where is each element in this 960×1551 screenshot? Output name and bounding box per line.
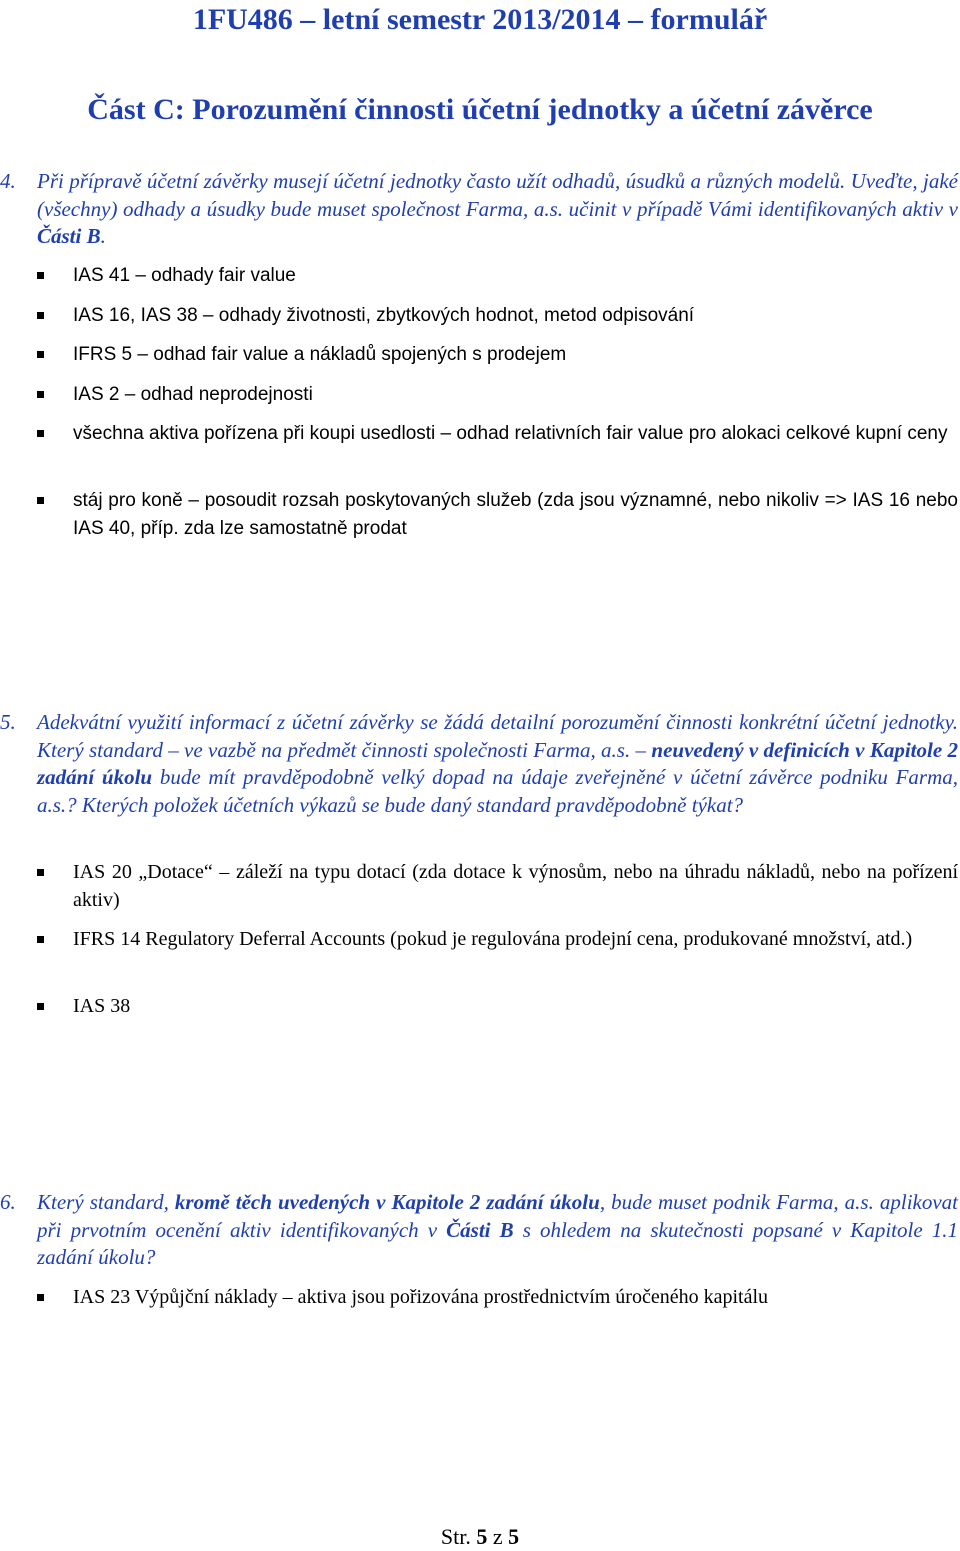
question-text-bold: neuvedený v definicích v Kapitole 2 zadání úkolu xyxy=(37,737,959,789)
bullet-square-icon xyxy=(37,936,44,943)
question-text-3: s ohledem na skutečnosti popsané v Kapitole 1.1 zadání úkolu? xyxy=(37,1217,958,1269)
footer-page-total: 5 xyxy=(508,1524,520,1549)
footer-prefix: Str. xyxy=(440,1524,477,1549)
question-text: Při přípravě účetní závěrky musejí účetní jednotky často užít odhadů, úsudků a různých modelů. Uveďte, jaké (všechny) odhady a úsudky bude muset společnost Farma, a.s. učinit v případě Vámi identifikovaných aktiv v xyxy=(37,169,958,221)
question-text-bold: Části B xyxy=(37,224,101,248)
bullet-square-icon xyxy=(37,391,44,398)
answer-text: IAS 41 – odhady fair value xyxy=(73,265,296,286)
answer-text: IFRS 5 – odhad fair value a nákladů spojených s prodejem xyxy=(73,344,567,365)
bullet-square-icon xyxy=(37,869,44,876)
question-text-end: . xyxy=(100,224,106,248)
footer-middle: z xyxy=(487,1524,509,1549)
question-number: 5. xyxy=(0,710,16,734)
question-5 xyxy=(0,709,958,819)
bullet-square-icon xyxy=(37,1294,44,1301)
question-text: Adekvátní využití informací z účetní závěrky se žádá detailní porozumění činnosti konkrétní účetní jednotky. Který standard – ve vazbě na předmět činnosti společnosti Farma, a.s. – xyxy=(37,710,958,762)
answer-text: stáj pro koně – posoudit rozsah poskytovaných služeb (zda jsou významné, nebo nikoliv => IAS 16 nebo IAS 40, příp. zda lze samostatně prodat xyxy=(73,490,958,539)
footer-page-number: 5 xyxy=(476,1524,488,1549)
answer-bullet xyxy=(37,381,958,409)
answer-bullet xyxy=(37,341,958,369)
bullet-square-icon xyxy=(37,351,44,358)
answer-bullet xyxy=(37,487,958,542)
section-title: Část C: Porozumění činnosti účetní jednotky a účetní závěrce xyxy=(87,93,873,126)
bullet-square-icon xyxy=(37,272,44,279)
answer-text: IFRS 14 Regulatory Deferral Accounts (pokud je regulována prodejní cena, produkované množství, atd.) xyxy=(73,928,913,950)
bullet-square-icon xyxy=(37,430,44,437)
bullet-square-icon xyxy=(37,497,44,504)
question-4 xyxy=(0,168,958,251)
document-header-title: 1FU486 – letní semestr 2013/2014 – formulář xyxy=(192,3,768,36)
answer-bullet xyxy=(37,262,958,290)
answer-bullet xyxy=(37,993,958,1021)
bullet-square-icon xyxy=(37,1003,44,1010)
bullet-square-icon xyxy=(37,312,44,319)
answer-text: IAS 20 „Dotace“ – záleží na typu dotací (zda dotace k výnosům, nebo na úhradu nákladů, nebo na pořízení aktiv) xyxy=(73,861,958,911)
answer-text: IAS 38 xyxy=(73,995,131,1017)
question-number: 4. xyxy=(0,169,16,193)
question-text-bold-2: Části B xyxy=(446,1217,514,1242)
answer-text: IAS 23 Výpůjční náklady – aktiva jsou pořizována prostřednictvím úročeného kapitálu xyxy=(73,1286,769,1308)
answer-bullet xyxy=(37,1284,958,1312)
question-6 xyxy=(0,1189,958,1272)
answer-bullet xyxy=(37,420,958,448)
answer-bullet xyxy=(37,302,958,330)
question-text-2: , bude muset podnik Farma, a.s. aplikovat při prvotním ocenění aktiv identifikovaných v xyxy=(37,1190,959,1242)
answer-bullet xyxy=(37,859,958,914)
question-number: 6. xyxy=(0,1190,16,1214)
answer-text: IAS 16, IAS 38 – odhady životnosti, zbytkových hodnot, metod odpisování xyxy=(73,305,695,326)
page-footer xyxy=(0,1524,960,1550)
question-text: Který standard, xyxy=(37,1190,175,1214)
answer-text: všechna aktiva pořízena při koupi usedlosti – odhad relativních fair value pro alokaci celkové kupní ceny xyxy=(73,423,948,444)
answer-bullet xyxy=(37,926,958,954)
question-text-2: bude mít pravděpodobně velký dopad na údaje zveřejněné v účetní závěrce podniku Farma, a.s.? Kterých položek účetních výkazů se bude daný standard pravděpodobně týkat? xyxy=(37,765,958,817)
question-text-bold: kromě těch uvedených v Kapitole 2 zadání úkolu xyxy=(174,1190,600,1214)
answer-text: IAS 2 – odhad neprodejnosti xyxy=(73,384,313,405)
